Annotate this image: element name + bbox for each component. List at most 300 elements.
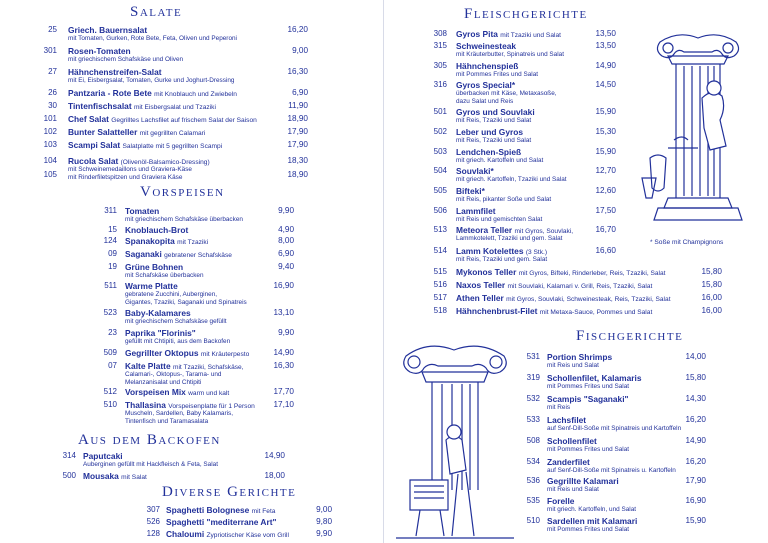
item-description: mit Reis, Tzaziki und gem. Salat: [456, 256, 548, 263]
item-name-text: Forelle: [547, 496, 575, 506]
item-name-text: Thallasina: [125, 400, 166, 410]
item-note: mit Tzaziki: [177, 239, 209, 246]
item-description: mit Schweinemedaillons und Graviera-Käse: [68, 166, 192, 173]
item-price: 15,90: [685, 516, 706, 525]
menu-item: [0, 157, 384, 182]
item-name: [125, 250, 232, 261]
item-description: mit Reis und Salat: [547, 486, 599, 493]
item-price: 16,30: [287, 67, 308, 76]
item-description: dazu Salat und Reis: [456, 97, 514, 105]
item-description: mit Pommes Frites und Salat: [547, 446, 630, 453]
item-name: [125, 329, 196, 338]
item-price: 6,90: [292, 88, 308, 97]
item-name-text: Spaghetti "mediterrane Art": [166, 517, 277, 527]
item-name-text: Mousaka: [83, 471, 119, 481]
item-name: [68, 115, 257, 126]
item-note: Vorspeisenplatte für 1 Person: [168, 403, 255, 410]
item-name: [456, 294, 671, 305]
item-note: mit Eisbergsalat und Tzaziki: [133, 104, 216, 111]
item-name: [547, 416, 586, 425]
item-price: 14,90: [264, 451, 285, 460]
item-note: mit Metaxa-Sauce, Pommes und Salat: [539, 309, 653, 316]
menu-item: [0, 282, 384, 307]
item-name: [547, 517, 637, 526]
item-note: mit Kräuterpesto: [200, 351, 250, 358]
item-price: 9,90: [278, 206, 294, 215]
item-number: 534: [526, 457, 540, 466]
item-price: 16,30: [273, 361, 294, 370]
item-price: 14,90: [595, 61, 616, 70]
item-name: [456, 281, 652, 292]
item-number: 104: [43, 156, 57, 165]
item-name: [125, 263, 183, 272]
item-description: mit griechischem Schafskäse überbacken: [125, 216, 243, 223]
item-price-variant: 18,90: [287, 170, 308, 179]
item-number: 532: [526, 394, 540, 403]
item-name-text: Leber und Gyros: [456, 127, 524, 137]
menu-item: [0, 128, 384, 137]
item-price: 16,00: [701, 306, 722, 315]
item-name-text: Scampis "Saganaki": [547, 394, 629, 404]
item-description: mit Pommes Frites und Salat: [456, 71, 539, 78]
menu-item: [0, 68, 384, 85]
item-price: 15,80: [701, 267, 722, 276]
menu-item: [0, 102, 384, 111]
item-name-text: Scampi Salat: [68, 140, 121, 150]
item-number: 15: [108, 225, 117, 234]
item-number: 124: [103, 236, 117, 245]
item-number: 316: [433, 80, 447, 89]
item-name: [456, 62, 518, 71]
item-description: Calamari-, Oktopus-, Tarama- und: [125, 371, 222, 378]
item-description: mit Reis und gemischten Salat: [456, 216, 543, 223]
item-name: [68, 128, 205, 139]
item-name-text: Knoblauch-Brot: [125, 225, 189, 235]
item-number: 517: [433, 293, 447, 302]
item-description: mit Reis, Tzaziki und Salat: [456, 117, 532, 124]
item-price: 12,60: [595, 186, 616, 195]
item-number: 311: [104, 206, 117, 215]
menu-item: [0, 518, 384, 527]
item-note: (3 Stk.): [525, 249, 548, 256]
item-price: 16,70: [595, 225, 616, 234]
item-name-text: Lachsfilet: [547, 415, 587, 425]
item-name-text: Bifteki*: [456, 186, 485, 196]
item-price: 15,90: [595, 147, 616, 156]
item-name-text: Saganaki: [125, 249, 162, 259]
item-name-text: Paprika "Florinis": [125, 328, 196, 338]
menu-item: [0, 506, 384, 515]
item-name-text: Gegrillter Oktopus: [125, 348, 199, 358]
menu-item: [0, 472, 384, 481]
item-name: [456, 167, 494, 176]
column-with-figure-icon: [638, 28, 758, 238]
item-price: 16,00: [701, 293, 722, 302]
item-number: 501: [433, 107, 447, 116]
item-price: 14,50: [595, 80, 616, 89]
item-number: 503: [433, 147, 447, 156]
item-name: [83, 472, 147, 483]
section-title: Aus dem Backofen: [78, 432, 221, 448]
item-description: Lammkotelett, Tzaziki und gem. Salat: [456, 235, 563, 242]
item-number: 301: [43, 46, 57, 55]
item-number: 505: [433, 186, 447, 195]
item-number: 536: [526, 476, 540, 485]
item-name: [456, 30, 561, 41]
item-name: [166, 530, 289, 541]
item-name: [125, 309, 191, 318]
item-number: 512: [103, 387, 117, 396]
item-name: [166, 506, 275, 517]
item-number: 518: [433, 306, 447, 315]
item-price: 15,30: [595, 127, 616, 136]
menu-item: [0, 89, 384, 98]
item-name: [456, 307, 652, 318]
item-number: 533: [526, 415, 540, 424]
item-name-text: Schweinesteak: [456, 41, 517, 51]
item-price: 16,20: [685, 415, 706, 424]
item-description: mit griechischem Schafskäse und Oliven: [68, 56, 184, 63]
item-price: 4,90: [278, 225, 294, 234]
item-name: [456, 108, 535, 117]
item-price: 15,90: [595, 107, 616, 116]
menu-item: [0, 263, 384, 280]
item-price: 9,80: [316, 517, 332, 526]
item-name-text: Lammfilet: [456, 206, 496, 216]
item-number: 523: [103, 308, 117, 317]
item-number: 09: [108, 249, 117, 258]
item-name-text: Rucola Salat: [68, 156, 119, 166]
menu-item: [0, 250, 384, 259]
item-name: [456, 42, 516, 51]
item-name-text: Portion Shrimps: [547, 352, 613, 362]
item-name: [68, 47, 131, 56]
item-name: [547, 374, 642, 383]
item-name: [547, 437, 597, 446]
item-description: mit Reis, Tzaziki und Salat: [456, 137, 532, 144]
item-number: 516: [433, 280, 447, 289]
item-name-text: Schollenfilet: [547, 436, 597, 446]
item-description: mit Pommes Frites und Salat: [547, 526, 630, 533]
item-name: [456, 128, 523, 137]
item-name-text: Tintenfischsalat: [68, 101, 132, 111]
item-name: [547, 458, 590, 467]
item-name: [68, 141, 222, 152]
menu-item: [0, 362, 384, 387]
item-name-text: Meteora Teller: [456, 225, 513, 235]
item-name: [456, 207, 496, 216]
menu-item: [384, 281, 768, 290]
item-name-text: Sardellen mit Kalamari: [547, 516, 638, 526]
item-number: 07: [108, 361, 117, 370]
item-description: mit Rinderfiletspitzen und Graviera Käse: [68, 173, 183, 181]
item-number: 531: [526, 352, 540, 361]
item-name: [68, 102, 216, 113]
item-name-text: Rosen-Tomaten: [68, 46, 131, 56]
item-name: [125, 226, 188, 235]
item-name: [68, 68, 162, 77]
item-number: 510: [103, 400, 117, 409]
item-description: mit Ei, Eisbergsalat, Tomaten, Gurke und Joghurt-Dressing: [68, 77, 235, 84]
item-description: mit griech. Kartoffeln und Salat: [456, 157, 544, 164]
item-price: 13,50: [595, 29, 616, 38]
item-name: [125, 388, 229, 399]
item-price: 16,90: [685, 496, 706, 505]
item-description: mit Kräuterbutter, Spinatreis und Salat: [456, 51, 564, 58]
item-price: 11,90: [288, 101, 308, 110]
item-name-text: Souvlaki*: [456, 166, 494, 176]
item-name: [68, 26, 147, 35]
item-price: 12,70: [595, 166, 616, 175]
item-note: Zypriotischer Käse vom Grill: [206, 532, 289, 539]
item-price: 15,80: [701, 280, 722, 289]
section-title: Fleischgerichte: [464, 6, 588, 22]
item-number: 515: [433, 267, 447, 276]
item-name: [456, 268, 666, 279]
item-number: 128: [146, 529, 160, 538]
item-description: gebratene Zucchini, Auberginen,: [125, 291, 218, 298]
item-description: mit griech. Kartoffeln, und Salat: [547, 506, 637, 513]
menu-item: [384, 247, 768, 264]
item-description: mit Tomaten, Gurken, Rote Bete, Feta, Oliven und Peperoni: [68, 35, 237, 42]
item-price: 8,00: [278, 236, 294, 245]
item-number: 319: [526, 373, 540, 382]
menu-item: [0, 530, 384, 539]
item-number: 504: [433, 166, 447, 175]
item-note: mit Gyros, Souvlaki, Schweinesteak, Reis, Tzaziki, Salat: [506, 296, 671, 303]
item-note: mit Gyros, Bifteki, Rinderleber, Reis, Tzaziki, Salat: [518, 270, 666, 277]
section-title: Salate: [130, 4, 183, 20]
item-price: 9,00: [292, 46, 308, 55]
item-name-text: Warme Platte: [125, 281, 178, 291]
item-number-variant: 105: [43, 170, 57, 179]
item-price: 16,90: [273, 281, 294, 290]
item-description: auf Senf-Dill-Soße mit Spinatreis u. Kartoffeln: [547, 467, 676, 474]
menu-item: [384, 294, 768, 303]
item-price: 17,50: [595, 206, 616, 215]
item-number: 26: [48, 88, 57, 97]
item-price: 13,50: [595, 41, 616, 50]
item-note: mit Salat: [121, 474, 147, 481]
item-price: 9,90: [278, 328, 294, 337]
item-number: 102: [43, 127, 57, 136]
item-price: 15,80: [685, 373, 706, 382]
section-title: Vorspeisen: [140, 184, 225, 200]
item-name-text: Athen Teller: [456, 293, 504, 303]
item-number: 308: [433, 29, 447, 38]
item-description: Melanzanisalat und Chtipiti: [125, 378, 202, 386]
item-number: 506: [433, 206, 447, 215]
item-price: 16,60: [595, 246, 616, 255]
item-description: mit Reis und Salat: [547, 362, 599, 369]
item-note: mit Knoblauch und Zwiebeln: [154, 91, 237, 98]
item-name-text: Gyros Special*: [456, 80, 516, 90]
item-price: 14,00: [685, 352, 706, 361]
menu-item: [0, 207, 384, 224]
item-note: Salatplatte mit 5 gegrillten Scampi: [122, 143, 223, 150]
item-description: mit Reis, pikanter Soße und Salat: [456, 196, 552, 203]
item-number: 23: [108, 328, 117, 337]
item-price: 17,90: [287, 127, 308, 136]
item-name: [456, 187, 485, 196]
menu-item: [0, 309, 384, 326]
item-name-text: Hähnchenbrust-Filet: [456, 306, 538, 316]
item-number: 25: [48, 25, 57, 34]
item-number: 511: [104, 281, 117, 290]
item-name-text: Spanakopita: [125, 236, 175, 246]
item-name-text: Schollenfilet, Kalamaris: [547, 373, 642, 383]
item-price: 9,00: [316, 505, 332, 514]
item-price: 9,40: [278, 262, 294, 271]
item-name-text: Vorspeisen Mix: [125, 387, 186, 397]
item-name: [547, 497, 574, 506]
item-note: mit Tzaziki und Salat: [500, 32, 561, 39]
item-name-text: Chef Salat: [68, 114, 109, 124]
item-price: 17,70: [273, 387, 294, 396]
item-description: Muscheln, Sardellen, Baby Kalamaris,: [125, 410, 233, 417]
item-description: mit Reis: [547, 404, 571, 411]
item-price: 17,90: [287, 140, 308, 149]
menu-item: [384, 307, 768, 316]
sculptor-figure-icon: [392, 340, 518, 540]
item-number: 27: [48, 67, 57, 76]
item-number: 535: [526, 496, 540, 505]
item-price: 16,20: [685, 457, 706, 466]
item-price: 6,90: [278, 249, 294, 258]
item-description: Gigantes, Tzaziki, Saganaki und Spinatreis: [125, 298, 247, 306]
item-number: 30: [48, 101, 57, 110]
item-price: 14,30: [685, 394, 706, 403]
item-number: 307: [146, 505, 160, 514]
item-number: 510: [526, 516, 540, 525]
item-name: [68, 89, 237, 100]
item-note: mit Feta: [251, 508, 276, 515]
item-price: 17,90: [685, 476, 706, 485]
item-name-text: Baby-Kalamares: [125, 308, 191, 318]
item-name: [547, 395, 629, 404]
item-number: 101: [43, 114, 57, 123]
item-number: 500: [62, 471, 76, 480]
item-name-text: Lamm Kotelettes: [456, 246, 524, 256]
item-name: [547, 353, 612, 362]
menu-item: [0, 141, 384, 150]
menu-item: [384, 268, 768, 277]
menu-item: [0, 115, 384, 124]
item-number: 314: [62, 451, 76, 460]
item-description: mit Schafskäse überbacken: [125, 272, 204, 279]
item-number: 305: [433, 61, 447, 70]
item-number: 509: [103, 348, 117, 357]
menu-item: [0, 237, 384, 246]
item-price: 14,90: [685, 436, 706, 445]
item-name: [125, 207, 159, 216]
item-name-text: Lendchen-Spieß: [456, 147, 522, 157]
item-name: [125, 282, 178, 291]
item-number: 508: [526, 436, 540, 445]
item-name-text: Gyros Pita: [456, 29, 498, 39]
item-name-text: Spaghetti Bolognese: [166, 505, 250, 515]
item-note: mit gegrillten Calamari: [139, 130, 206, 137]
item-description: mit Pommes Frites und Salat: [547, 383, 630, 390]
item-note: mit Tzaziki, Schafskäse,: [172, 364, 244, 371]
item-name-text: Grüne Bohnen: [125, 262, 184, 272]
item-number: 103: [43, 140, 57, 149]
item-price: 18,00: [264, 471, 285, 480]
item-name-text: Bunter Salatteller: [68, 127, 138, 137]
item-note: gebratener Schafskäse: [164, 252, 232, 259]
item-description: Tintenfisch und Taramasalata: [125, 417, 209, 425]
item-name: [125, 237, 208, 248]
item-number: 502: [433, 127, 447, 136]
item-number: 513: [433, 225, 447, 234]
item-name-text: Tomaten: [125, 206, 160, 216]
item-name: [166, 518, 276, 527]
item-name: [456, 81, 515, 90]
item-description: mit griechischem Schafskäse gefüllt: [125, 318, 227, 325]
menu-item: [0, 226, 384, 235]
item-name-text: Naxos Teller: [456, 280, 506, 290]
item-number: 19: [108, 262, 117, 271]
item-description: gefüllt mit Chtipiti, aus dem Backofen: [125, 338, 231, 345]
item-name: [547, 477, 619, 486]
item-price: 18,30: [287, 156, 308, 165]
item-name-text: Hähnchenstreifen-Salat: [68, 67, 162, 77]
item-note: mit Souvlaki, Kalamari v. Grill, Reis, Tzaziki, Salat: [507, 283, 653, 290]
item-note: (Olivenöl-Balsamico-Dressing): [120, 159, 210, 166]
section-title: Fischgerichte: [576, 328, 684, 344]
item-number: 514: [433, 246, 447, 255]
menu-item: [0, 388, 384, 397]
menu-item: [0, 47, 384, 64]
item-price: 16,20: [287, 25, 308, 34]
item-description: auf Senf-Dill-Soße mit Spinatreis und Kartoffeln: [547, 425, 682, 432]
item-name-text: Mykonos Teller: [456, 267, 517, 277]
menu-item: [0, 349, 384, 358]
item-name: [456, 148, 521, 157]
item-note: warm und kalt: [188, 390, 230, 397]
item-name-text: Pantzaria - Rote Bete: [68, 88, 152, 98]
item-note: Gegrilltes Lachsfilet auf frischem Salat der Saison: [111, 117, 257, 124]
item-name-text: Griech. Bauernsalat: [68, 25, 148, 35]
item-price: 18,90: [287, 114, 308, 123]
item-price: 17,10: [273, 400, 294, 409]
item-name-text: Zanderfilet: [547, 457, 590, 467]
item-name: [125, 349, 249, 360]
item-name-text: Kalte Platte: [125, 361, 171, 371]
section-title: Diverse Gerichte: [162, 484, 297, 500]
menu-item: [0, 26, 384, 43]
item-description: überbacken mit Käse, Metaxasoße,: [456, 90, 557, 97]
item-number: 315: [433, 41, 447, 50]
footnote: * Soße mit Champignons: [650, 239, 724, 246]
menu-item: [0, 329, 384, 346]
item-price: 14,90: [273, 348, 294, 357]
item-name: [83, 452, 123, 461]
item-name-text: Paputcaki: [83, 451, 123, 461]
item-description: Auberginen gefüllt mit Hackfleisch & Feta, Salat: [83, 461, 218, 468]
menu-item: [0, 452, 384, 469]
item-description: mit griech. Kartoffeln, Tzaziki und Salat: [456, 176, 567, 183]
item-name-text: Hähnchenspieß: [456, 61, 519, 71]
item-number: 526: [146, 517, 160, 526]
menu-item: [0, 401, 384, 426]
item-name-text: Gyros und Souvlaki: [456, 107, 535, 117]
item-price: 9,90: [316, 529, 332, 538]
item-price: 13,10: [273, 308, 294, 317]
item-note: mit Gyros, Souvlaki,: [514, 228, 574, 235]
item-name-text: Gegrillte Kalamari: [547, 476, 619, 486]
item-name-text: Chaloumi: [166, 529, 205, 539]
